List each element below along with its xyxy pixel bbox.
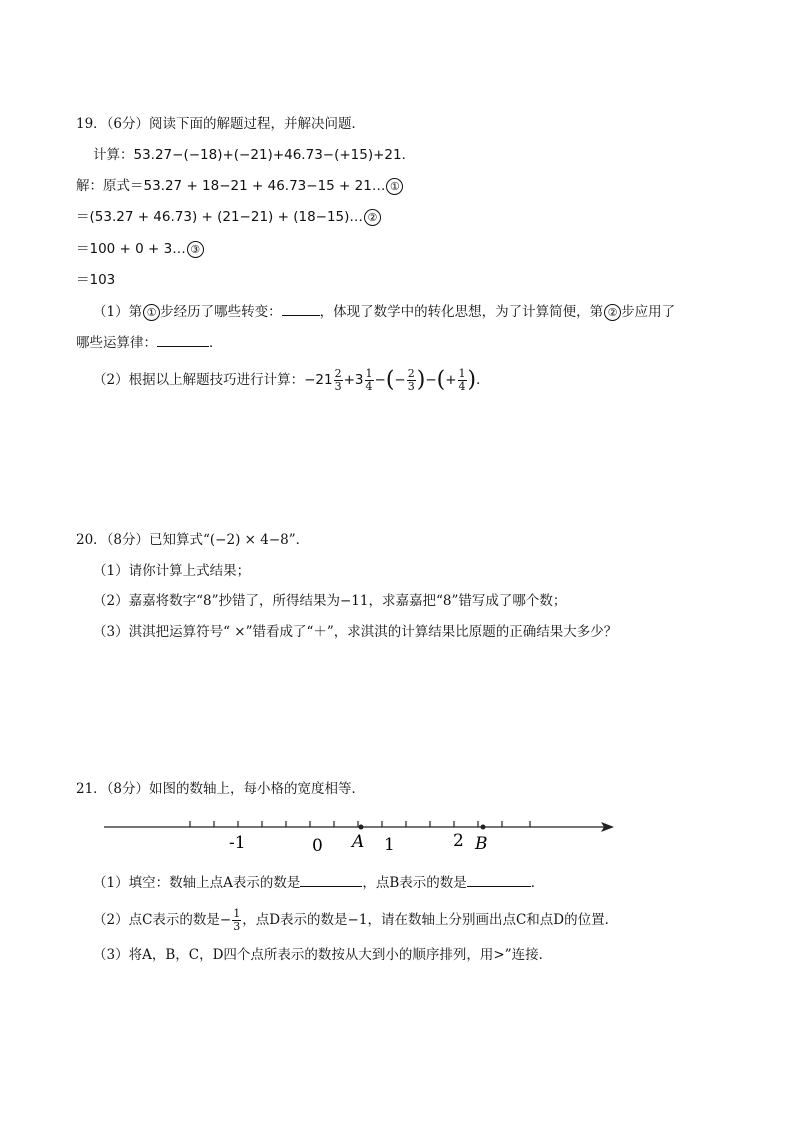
q20-heading: 20．（8分）已知算式“(−2) × 4−8”． <box>76 532 310 548</box>
fraction-1-4b: $\frac{1}{4}$ <box>458 367 466 393</box>
q19-solution-prefix: 解：原式＝ <box>76 178 144 194</box>
minus-sign-2: − <box>425 372 437 388</box>
term4-sign: + <box>445 372 457 388</box>
q19-step1 <box>76 176 403 196</box>
q21-part3: （3）将A，B，C，D四个点所表示的数按从大到小的顺序排列，用>”连接． <box>93 947 553 963</box>
q20-part3: （3）淇淇把运算符号“ ×”错看成了“＋”，求淇淇的计算结果比原题的正确结果大多少？ <box>93 624 618 640</box>
q19-calc-prefix: 计算： <box>93 147 134 163</box>
q21-p2-a: （2）点C表示的数是− <box>93 912 232 928</box>
q19-calc-expr: 53.27−(−18)+(−21)+46.73−(+15)+21． <box>133 147 416 163</box>
fraction-2-3b: $\frac{2}{3}$ <box>407 367 415 393</box>
q20-part2: （2）嘉嘉将数字“8”抄错了，所得结果为−11，求嘉嘉把“8”错写成了哪个数； <box>93 593 567 609</box>
q19-step2-expr: ＝(53.27 + 46.73) + (21−21) + (18−15)… <box>76 209 363 225</box>
term2-int: +3 <box>343 372 364 388</box>
answer-blank-a[interactable] <box>300 872 362 887</box>
label-minus-one: -1 <box>229 833 246 853</box>
q19-p1-end: ． <box>209 335 223 351</box>
q19-part1-line2 <box>76 332 223 353</box>
q21-p1-b: ，点B表示的数是 <box>362 875 467 891</box>
q19-part1-line1 <box>93 301 675 322</box>
fraction-1-4: $\frac{1}{4}$ <box>365 367 373 393</box>
label-one: 1 <box>384 835 395 855</box>
step-marker-2-ref: ② <box>604 304 621 321</box>
label-zero: 0 <box>312 836 323 856</box>
answer-blank-transform[interactable] <box>282 301 320 316</box>
q19-p1-d: 步应用了 <box>621 304 676 320</box>
step-marker-1: ① <box>386 178 403 195</box>
fraction-2-3: $\frac{2}{3}$ <box>334 367 342 393</box>
fraction-1-3: $\frac{1}{3}$ <box>233 907 241 933</box>
q21-part1 <box>93 872 544 893</box>
q19-p1-a: （1）第 <box>93 304 143 320</box>
q19-step1-expr: 53.27 + 18−21 + 46.73−15 + 21… <box>143 178 386 194</box>
q19-p1-e: 哪些运算律： <box>76 335 157 351</box>
step-marker-2: ② <box>364 209 381 226</box>
step-marker-3: ③ <box>187 241 204 258</box>
step-marker-1-ref: ① <box>143 304 160 321</box>
q19-heading: 19．（6分）阅读下面的解题过程，并解决问题． <box>76 116 366 132</box>
term3-sign: − <box>394 372 406 388</box>
label-two: 2 <box>453 831 464 851</box>
q19-p2-a: （2）根据以上解题技巧进行计算： <box>93 372 305 388</box>
q19-step3-expr: ＝100 + 0 + 3… <box>76 241 186 257</box>
q20-part1: （1）请你计算上式结果； <box>93 563 251 579</box>
term1-int: −21 <box>304 372 333 388</box>
point-a-dot <box>359 825 364 830</box>
label-b: B <box>475 834 488 854</box>
answer-blank-laws[interactable] <box>157 332 209 347</box>
q21-p1-end: ． <box>530 875 545 891</box>
q19-p2-end: ． <box>476 372 490 388</box>
q19-step4: ＝103 <box>76 272 116 288</box>
point-b-dot <box>481 825 486 830</box>
number-line <box>0 810 794 860</box>
q21-p2-b: ，点D表示的数是−1，请在数轴上分别画出点C和点D的位置． <box>242 912 619 928</box>
q21-part2 <box>93 908 618 933</box>
q19-p1-b: 步经历了哪些转变： <box>160 304 282 320</box>
q19-calc-line <box>93 145 415 165</box>
q21-heading: 21．（8分）如图的数轴上，每小格的宽度相等． <box>76 781 366 797</box>
q19-step2 <box>76 207 381 227</box>
label-a: A <box>352 832 365 852</box>
q21-p1-a: （1）填空：数轴上点A表示的数是 <box>93 875 301 891</box>
answer-blank-b[interactable] <box>467 872 531 887</box>
q19-step3 <box>76 239 204 259</box>
minus-sign-1: − <box>374 372 386 388</box>
q19-part2: （2）根据以上解题技巧进行计算：−21 $\frac{2}{3}$ +3 $\frac{1}{4}$ −(− $\frac{2}{3}$ )−(+ $\frac{1}{4}$ )． <box>93 367 490 393</box>
q19-p1-c: ，体现了数学中的转化思想，为了计算简便，第 <box>319 304 604 320</box>
